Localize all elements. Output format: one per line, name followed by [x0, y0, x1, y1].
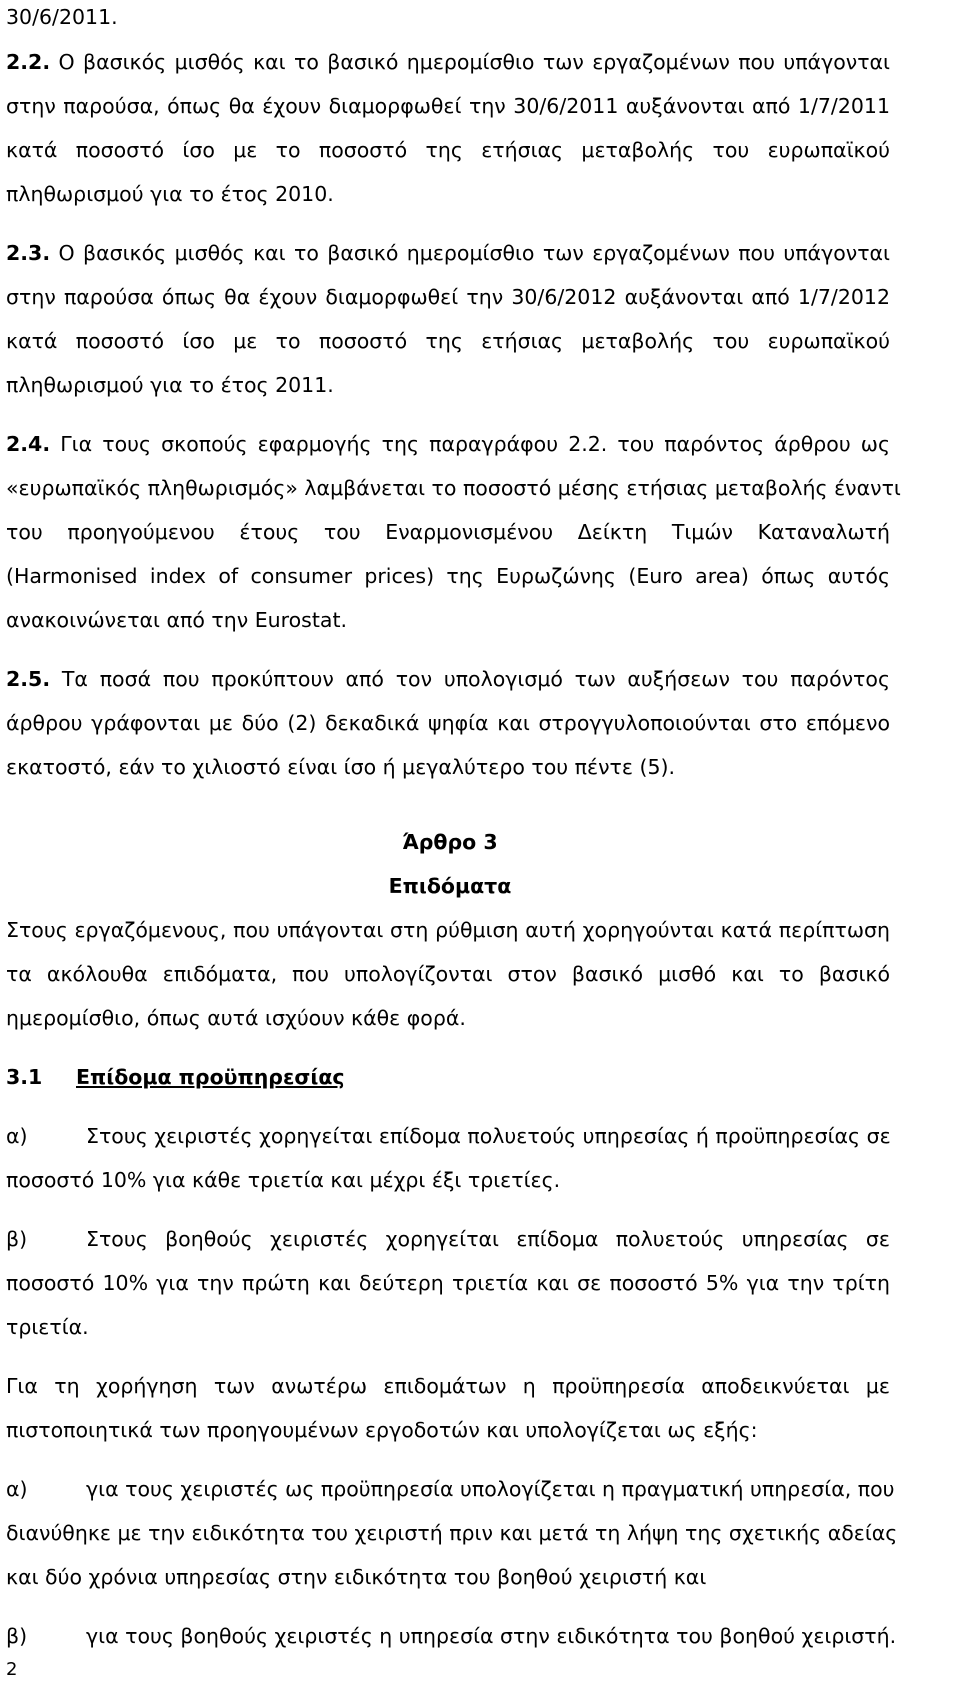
paragraph-2-5-line-3: εκατοστό, εάν το χιλιοστό είναι ίσο ή μεγαλύτερο του πέντε (5).	[6, 755, 676, 779]
item-a-line-2: ποσοστό 10% για κάθε τριετία και μέχρι έξι τριετίες.	[6, 1168, 561, 1192]
item-b-line-2: ποσοστό 10% για την πρώτη και δεύτερη τριετία και σε ποσοστό 5% για την τρίτη	[6, 1271, 890, 1295]
item-b-line-3: τριετία.	[6, 1315, 89, 1339]
paragraph-2-3-line-1: 2.3. Ο βασικός μισθός και το βασικό ημερομίσθιο των εργαζομένων που υπάγονται	[6, 241, 890, 265]
item-b-line-1: β) Στους βοηθούς χειριστές χορηγείται επίδομα πολυετούς υπηρεσίας σε	[6, 1224, 890, 1254]
paragraph-2-3-line-4: πληθωρισμού για το έτος 2011.	[6, 373, 334, 397]
intro-line-1: Στους εργαζόμενους, που υπάγονται στη ρύθμιση αυτή χορηγούνται κατά περίπτωση	[6, 918, 890, 942]
item-label: β)	[6, 1624, 28, 1648]
item-label: β)	[6, 1227, 28, 1251]
paragraph-2-2-line-1: 2.2. Ο βασικός μισθός και το βασικό ημερομίσθιο των εργαζομένων που υπάγονται	[6, 50, 890, 74]
calc-b-line-1: β) για τους βοηθούς χειριστές η υπηρεσία στην ειδικότητα του βοηθού χειριστή.	[6, 1621, 890, 1651]
paragraph-2-2-line-3: κατά ποσοστό ίσο με το ποσοστό της ετήσιας μεταβολής του ευρωπαϊκού	[6, 138, 890, 162]
proof-line-1: Για τη χορήγηση των ανωτέρω επιδομάτων η προϋπηρεσία αποδεικνύεται με	[6, 1374, 890, 1398]
paragraph-2-4-line-2: «ευρωπαϊκός πληθωρισμός» λαμβάνεται το ποσοστό μέσης ετήσιας μεταβολής έναντι	[6, 476, 901, 500]
proof-line-2: πιστοποιητικά των προηγουμένων εργοδοτών και υπολογίζεται ως εξής:	[6, 1418, 758, 1442]
paragraph-2-3-line-3: κατά ποσοστό ίσο με το ποσοστό της ετήσιας μεταβολής του ευρωπαϊκού	[6, 329, 890, 353]
paragraph-2-2-line-2: στην παρούσα, όπως θα έχουν διαμορφωθεί την 30/6/2011 αυξάνονται από 1/7/2011	[6, 94, 890, 118]
paragraph-number: 2.3.	[6, 241, 51, 265]
article-title: Επιδόματα	[388, 874, 512, 898]
paragraph-2-2-line-4: πληθωρισμού για το έτος 2010.	[6, 182, 334, 206]
section-number: 3.1	[6, 1065, 43, 1089]
paragraph-2-4-line-3: του προηγούμενου έτους του Εναρμονισμένου Δείκτη Τιμών Καταναλωτή	[6, 520, 890, 544]
intro-line-2: τα ακόλουθα επιδόματα, που υπολογίζονται στον βασικό μισθό και το βασικό	[6, 962, 890, 986]
paragraph-2-5-line-2: άρθρου γράφονται με δύο (2) δεκαδικά ψηφία και στρογγυλοποιούνται στο επόμενο	[6, 711, 890, 735]
item-label: α)	[6, 1477, 28, 1501]
calc-a-line-2: διανύθηκε με την ειδικότητα του χειριστή πριν και μετά τη λήψη της σχετικής αδείας	[6, 1521, 898, 1545]
paragraph-2-3-line-2: στην παρούσα όπως θα έχουν διαμορφωθεί την 30/6/2012 αυξάνονται από 1/7/2012	[6, 285, 890, 309]
item-a-line-1: α) Στους χειριστές χορηγείται επίδομα πολυετούς υπηρεσίας ή προϋπηρεσίας σε	[6, 1121, 890, 1151]
paragraph-2-4-line-5: ανακοινώνεται από την Eurostat.	[6, 608, 348, 632]
intro-line-3: ημερομίσθιο, όπως αυτά ισχύουν κάθε φορά.	[6, 1006, 466, 1030]
paragraph-2-4-line-4: (Harmonised index of consumer prices) της Ευρωζώνης (Euro area) όπως αυτός	[6, 564, 890, 588]
article-heading: Άρθρο 3	[402, 830, 498, 854]
paragraph-number: 2.2.	[6, 50, 51, 74]
paragraph-number: 2.4.	[6, 432, 51, 456]
section-title: Επίδομα προϋπηρεσίας	[76, 1065, 345, 1089]
paragraph-2-5-line-1: 2.5. Τα ποσά που προκύπτουν από τον υπολογισμό των αυξήσεων του παρόντος	[6, 667, 890, 691]
calc-a-line-3: και δύο χρόνια υπηρεσίας στην ειδικότητα του βοηθού χειριστή και	[6, 1565, 707, 1589]
paragraph-2-4-line-1: 2.4. Για τους σκοπούς εφαρμογής της παραγράφου 2.2. του παρόντος άρθρου ως	[6, 432, 890, 456]
section-3-1-heading	[6, 1062, 890, 1092]
paragraph-number: 2.5.	[6, 667, 51, 691]
calc-a-line-1: α) για τους χειριστές ως προϋπηρεσία υπολογίζεται η πραγματική υπηρεσία, που	[6, 1474, 890, 1504]
item-label: α)	[6, 1124, 28, 1148]
page-number: 2	[6, 1659, 18, 1680]
date-continuation: 30/6/2011.	[6, 5, 118, 29]
